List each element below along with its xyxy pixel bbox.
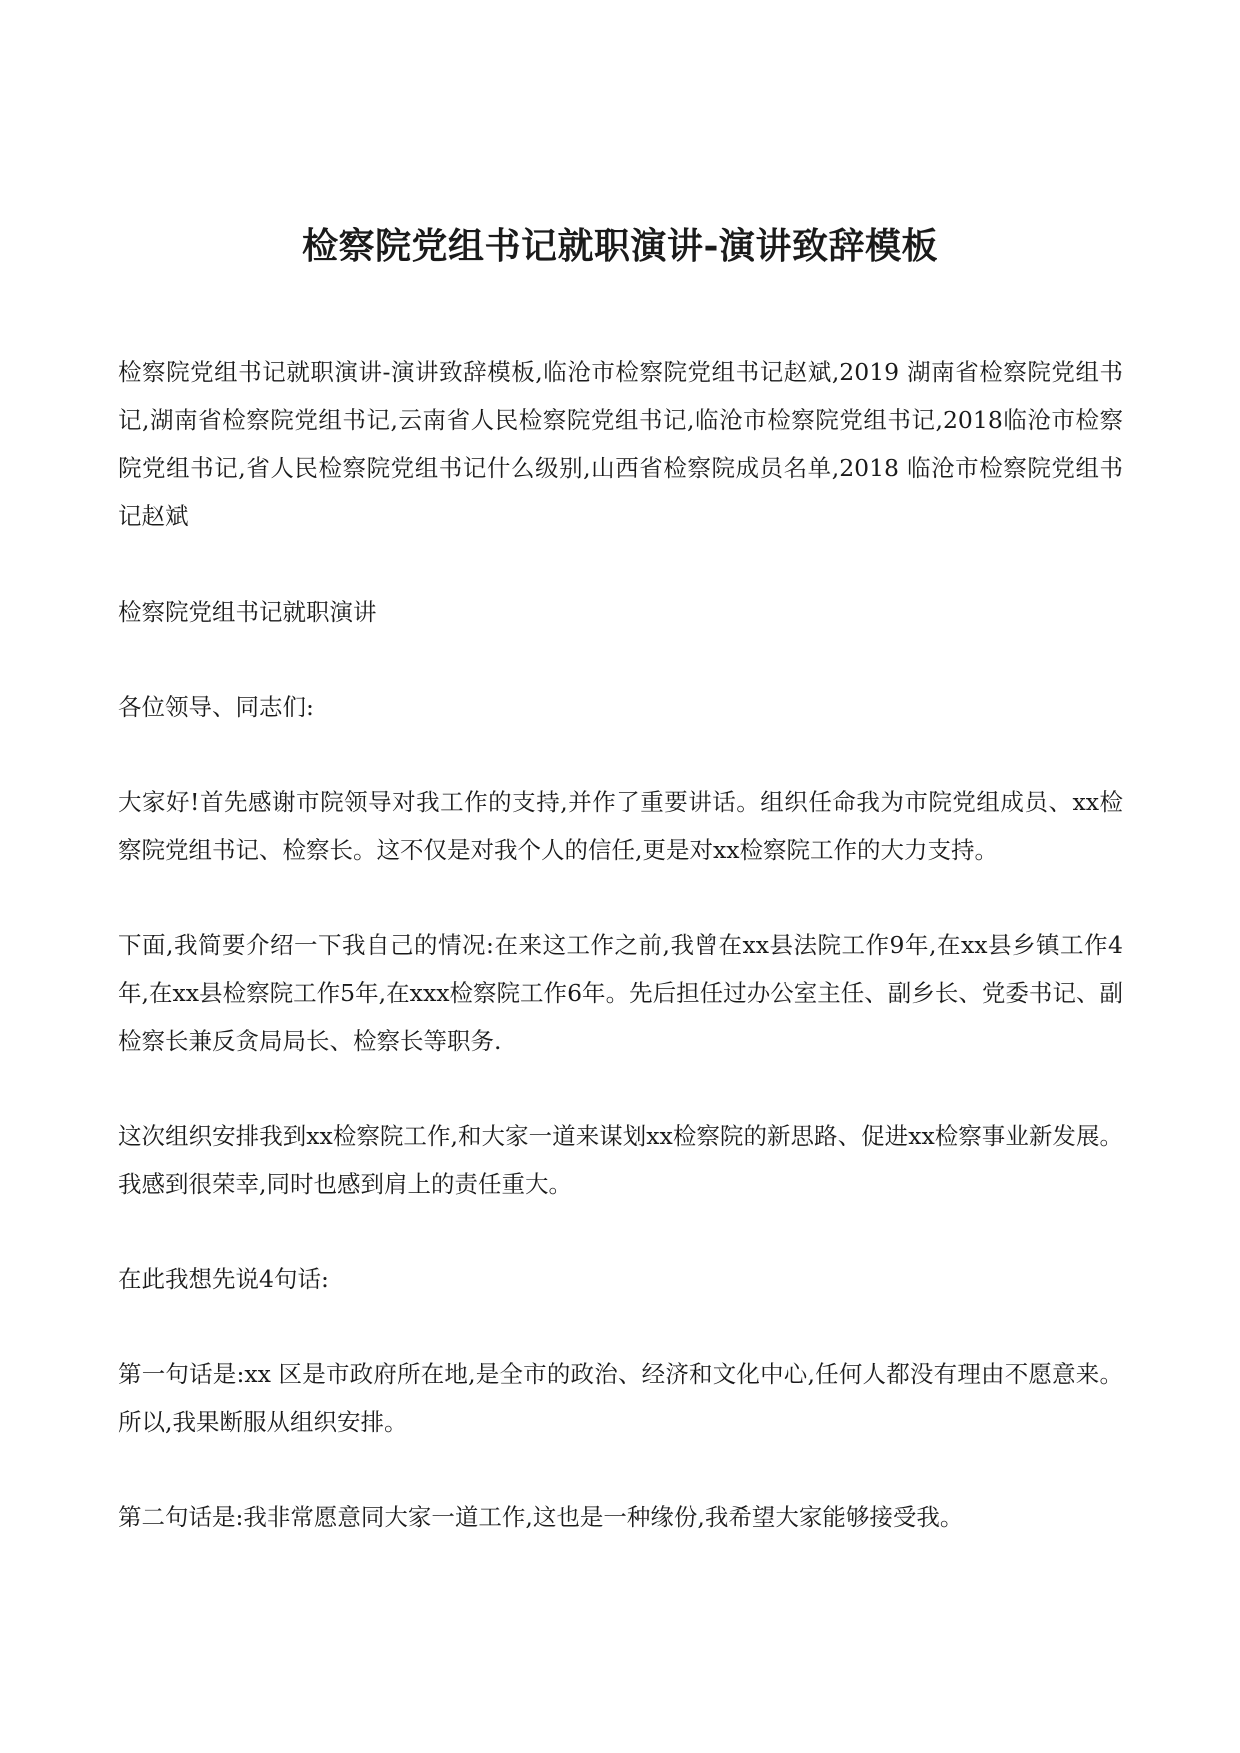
speech-heading: 检察院党组书记就职演讲	[118, 598, 377, 626]
body-paragraph: 在此我想先说4句话:	[118, 1265, 329, 1293]
document-body	[118, 348, 1123, 1588]
body-paragraph: 这次组织安排我到xx检察院工作,和大家一道来谋划xx检察院的新思路、促进xx检察事业新发展。我感到很荣幸,同时也感到肩上的责任重大。	[118, 1122, 1123, 1198]
body-paragraph: 第二句话是:我非常愿意同大家一道工作,这也是一种缘份,我希望大家能够接受我。	[118, 1503, 964, 1531]
body-paragraph: 大家好!首先感谢市院领导对我工作的支持,并作了重要讲话。组织任命我为市院党组成员、xx检察院党组书记、检察长。这不仅是对我个人的信任,更是对xx检察院工作的大力支持。	[118, 788, 1123, 864]
keywords-paragraph: 检察院党组书记就职演讲-演讲致辞模板,临沧市检察院党组书记赵斌,2019 湖南省检察院党组书记,湖南省检察院党组书记,云南省人民检察院党组书记,临沧市检察院党组书记,2018临沧市检察院党组书记,省人民检察院党组书记什么级别,山西省检察院成员名单,2018 临沧市检察院党组书记赵斌	[118, 358, 1123, 530]
salutation-paragraph: 各位领导、同志们:	[118, 693, 314, 721]
document-title: 检察院党组书记就职演讲-演讲致辞模板	[302, 225, 938, 267]
body-paragraph: 下面,我简要介绍一下我自己的情况:在来这工作之前,我曾在xx县法院工作9年,在xx县乡镇工作4年,在xx县检察院工作5年,在xxx检察院工作6年。先后担任过办公室主任、副乡长、党委书记、副检察长兼反贪局局长、检察长等职务.	[118, 931, 1123, 1055]
body-paragraph: 第一句话是:xx 区是市政府所在地,是全市的政治、经济和文化中心,任何人都没有理由不愿意来。所以,我果断服从组织安排。	[118, 1360, 1123, 1436]
